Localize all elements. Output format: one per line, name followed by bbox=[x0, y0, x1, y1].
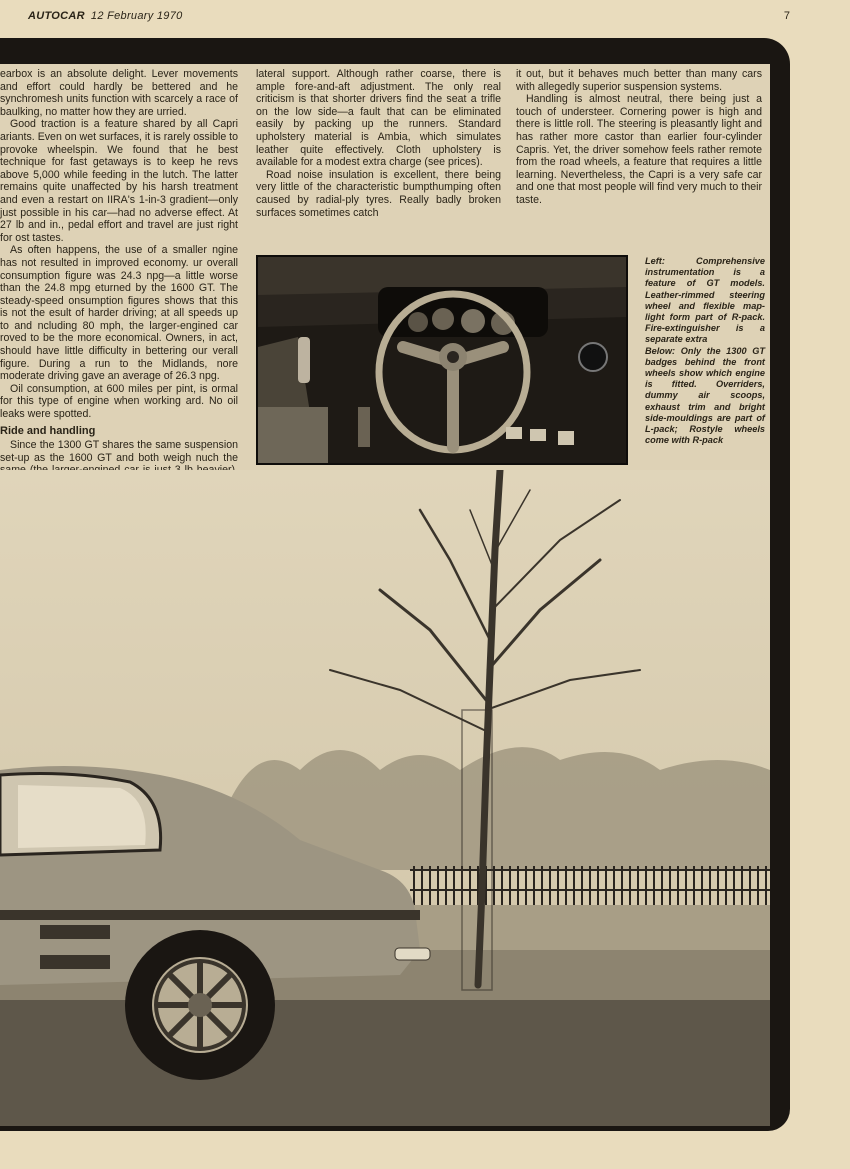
page-body bbox=[0, 64, 770, 1126]
text-column-3 bbox=[516, 68, 762, 207]
masthead-date: 12 February 1970 bbox=[90, 10, 183, 22]
text-column-2 bbox=[256, 68, 501, 219]
interior-photo bbox=[256, 255, 628, 465]
photo-caption bbox=[645, 256, 765, 446]
masthead-brand: AUTOCAR bbox=[28, 10, 85, 22]
paragraph: earbox is an absolute delight. Lever movements and effort could hardly be bettered and he synchromesh units function with scarcely a race of baulking, no matter how they are urried. bbox=[0, 68, 238, 118]
page-number: 7 bbox=[783, 10, 790, 22]
dashboard-illustration bbox=[258, 257, 626, 463]
car-scene-illustration bbox=[0, 470, 770, 1126]
paragraph: Handling is almost neutral, there being just a touch of understeer. Cornering power is high and there is little roll. The steering is pleasantly light and has rather more castor than earlier four-cylinder Capris. Yet, the driver somehow feels rather remote from the road wheels, a feature that requires a little learning. Nevertheless, the Capri is a very safe car and one that most people will find very much to their taste. bbox=[516, 93, 762, 206]
caption-left: Left: Comprehensive instrumentation is a feature of GT models. Leather-rimmed steering wheel and flexible map-light form part of R-pack. Fire-extinguisher is a separate extra bbox=[645, 256, 765, 345]
car-photo bbox=[0, 470, 770, 1126]
section-heading: Ride and handling bbox=[0, 424, 96, 437]
paragraph: Road noise insulation is excellent, there being very little of the characteristic bumpthumping often caused by radial-ply tyres. Really badly broken surfaces sometimes catch bbox=[256, 168, 501, 219]
paragraph: lateral support. Although rather coarse, there is ample fore-and-aft adjustment. The only real criticism is that shorter drivers find the seat a trifle on the low side—a fault that can be eliminated easily by packing up the runners. Standard upholstery material is Ambia, which simulates leather quite effectively. Cloth upholstery is available for a modest extra charge (see prices). bbox=[256, 68, 501, 169]
paragraph: Since the 1300 GT shares the same suspension set-up as the 1600 GT and both weigh nuch the bbox=[0, 439, 238, 464]
masthead bbox=[28, 10, 183, 22]
paragraph: Good traction is a feature shared by all Capri ariants. Even on wet surfaces, it is rarely ossible to provoke wheelspin. We found that he best technique for fast getaways is to keep he revs above 5,000 while feeding in the lutch. The latter remains quite unaffected by his harsh treatment and even a restart on IIRA's 1-in-3 gradient—only just possible in his car—had no adverse effect. At 27 lb and in., pedal effort and travel are just right for ost tastes. bbox=[0, 118, 238, 244]
paragraph: it out, but it behaves much better than many cars with allegedly superior suspension systems. bbox=[516, 68, 762, 93]
paragraph: As often happens, the use of a smaller ngine has not resulted in improved economy. ur overall consumption figure was 24.3 npg—a little worse than the 24.8 mpg eturned by the 1600 GT. The steady-speed onsumption figures shows that this is not the esult of harder driving; at all speeds up to and ncluding 80 mph, the larger-engined car roved to be the more economical. Owners, in act, should have little difficulty in bettering our verall figure. During a run to the Midlands, nore moderate driving gave an average of 26.3 npg. bbox=[0, 244, 238, 383]
paragraph: Oil consumption, at 600 miles per pint, is ormal for this type of engine when working ard. No oil leaks were spotted. bbox=[0, 382, 238, 421]
caption-below: Below: Only the 1300 GT badges behind the front wheels show which engine is fitted. Overriders, dummy air scoops, exhaust trim and bright side-mouldings are part of L-pack; Rostyle wheels come with R-pack bbox=[645, 345, 765, 446]
